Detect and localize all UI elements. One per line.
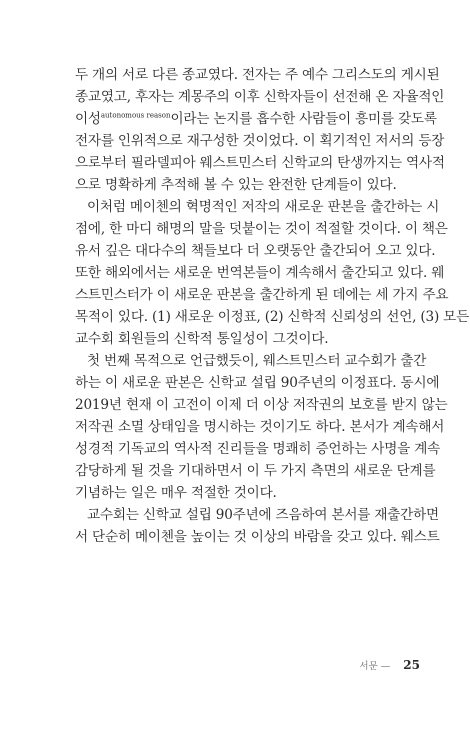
line-text: 종교였고, 후자는 계몽주의 이후 신학자들이 선전해 온 자율적인 [75,89,445,105]
text-line [75,262,445,284]
line-text: 점에, 한 마디 해명의 말을 덧붙이는 것이 적절할 것이다. 이 책은 [75,221,448,237]
page-footer [0,658,420,672]
text-line [75,218,448,240]
text-line [75,108,437,130]
line-text: 저작권 소멸 상태임을 명시하는 것이기도 하다. 본서가 계속해서 [75,419,445,435]
text-line [75,526,440,548]
line-text: 하는 이 새로운 판본은 신학교 설립 90주년의 이정표다. 동시에 [75,375,440,391]
text-line [75,394,448,416]
line-text: 목적이 있다. (1) 새로운 이정표, (2) 신학적 신뢰성의 선언, (3) 모든 [75,309,470,325]
line-text: 으로부터 필라델피아 웨스트민스터 신학교의 탄생까지는 역사적 [75,155,445,171]
line-text: 성경적 기독교의 역사적 진리들을 명쾌히 증언하는 사명을 계속 [75,441,441,457]
text-line [75,152,445,174]
text-line [75,328,420,350]
line-text: 교수회는 신학교 설립 90주년에 즈음하여 본서를 재출간하면 [87,507,439,523]
line-text: 전자를 인위적으로 재구성한 것이었다. 이 획기적인 저서의 등장 [75,133,445,149]
line-text: 첫 번째 목적으로 언급했듯이, 웨스트민스터 교수회가 출간 [87,353,427,369]
line-rest: 이라는 논지를 흡수한 사람들이 흥미를 갖도록 [170,111,437,127]
text-line [75,240,436,262]
line-text: 유서 깊은 대다수의 책들보다 더 오랫동안 출간되어 오고 있다. [75,243,436,259]
line-text: 스트민스터가 이 새로운 판본을 출간하게 된 데에는 세 가지 주요 [75,287,449,303]
text-line [75,130,445,152]
line-text: 또한 해외에서는 새로운 번역본들이 계속해서 출간되고 있다. 웨 [75,265,445,281]
text-line [75,438,441,460]
line-text: 으로 명확하게 추적해 볼 수 있는 완전한 단계들이 있다. [75,177,397,193]
text-line [75,306,470,328]
text-line [75,416,445,438]
line-text: 2019년 현재 이 고전이 이제 더 이상 저작권의 보호를 받지 않는 [75,397,448,413]
line-text: 감당하게 될 것을 기대하면서 이 두 가지 측면의 새로운 단계를 [75,463,436,479]
line-text: 두 개의 서로 다른 종교였다. 전자는 주 예수 그리스도의 게시된 [75,67,440,83]
inline-term: 이성 [75,111,101,127]
text-line [75,350,427,372]
text-line [75,372,440,394]
running-footer-section: 서문 — [359,661,391,672]
text-line [75,196,440,218]
line-text: 기념하는 일은 매우 적절한 것이다. [75,485,277,501]
line-text: 교수회 회원들의 신학적 통일성이 그것이다. [75,331,329,347]
text-line [75,64,440,86]
page-number: 25 [403,658,420,672]
text-line [75,174,420,196]
text-line [75,86,445,108]
text-line [75,482,420,504]
inline-annotation: autonomous reason [100,111,171,120]
text-line [75,504,439,526]
text-line [75,284,449,306]
line-text: 서 단순히 메이첸을 높이는 것 이상의 바람을 갖고 있다. 웨스트 [75,529,440,545]
line-text: 이처럼 메이첸의 혁명적인 저작의 새로운 판본을 출간하는 시 [87,199,440,215]
text-line [75,460,436,482]
body-text [75,64,470,548]
